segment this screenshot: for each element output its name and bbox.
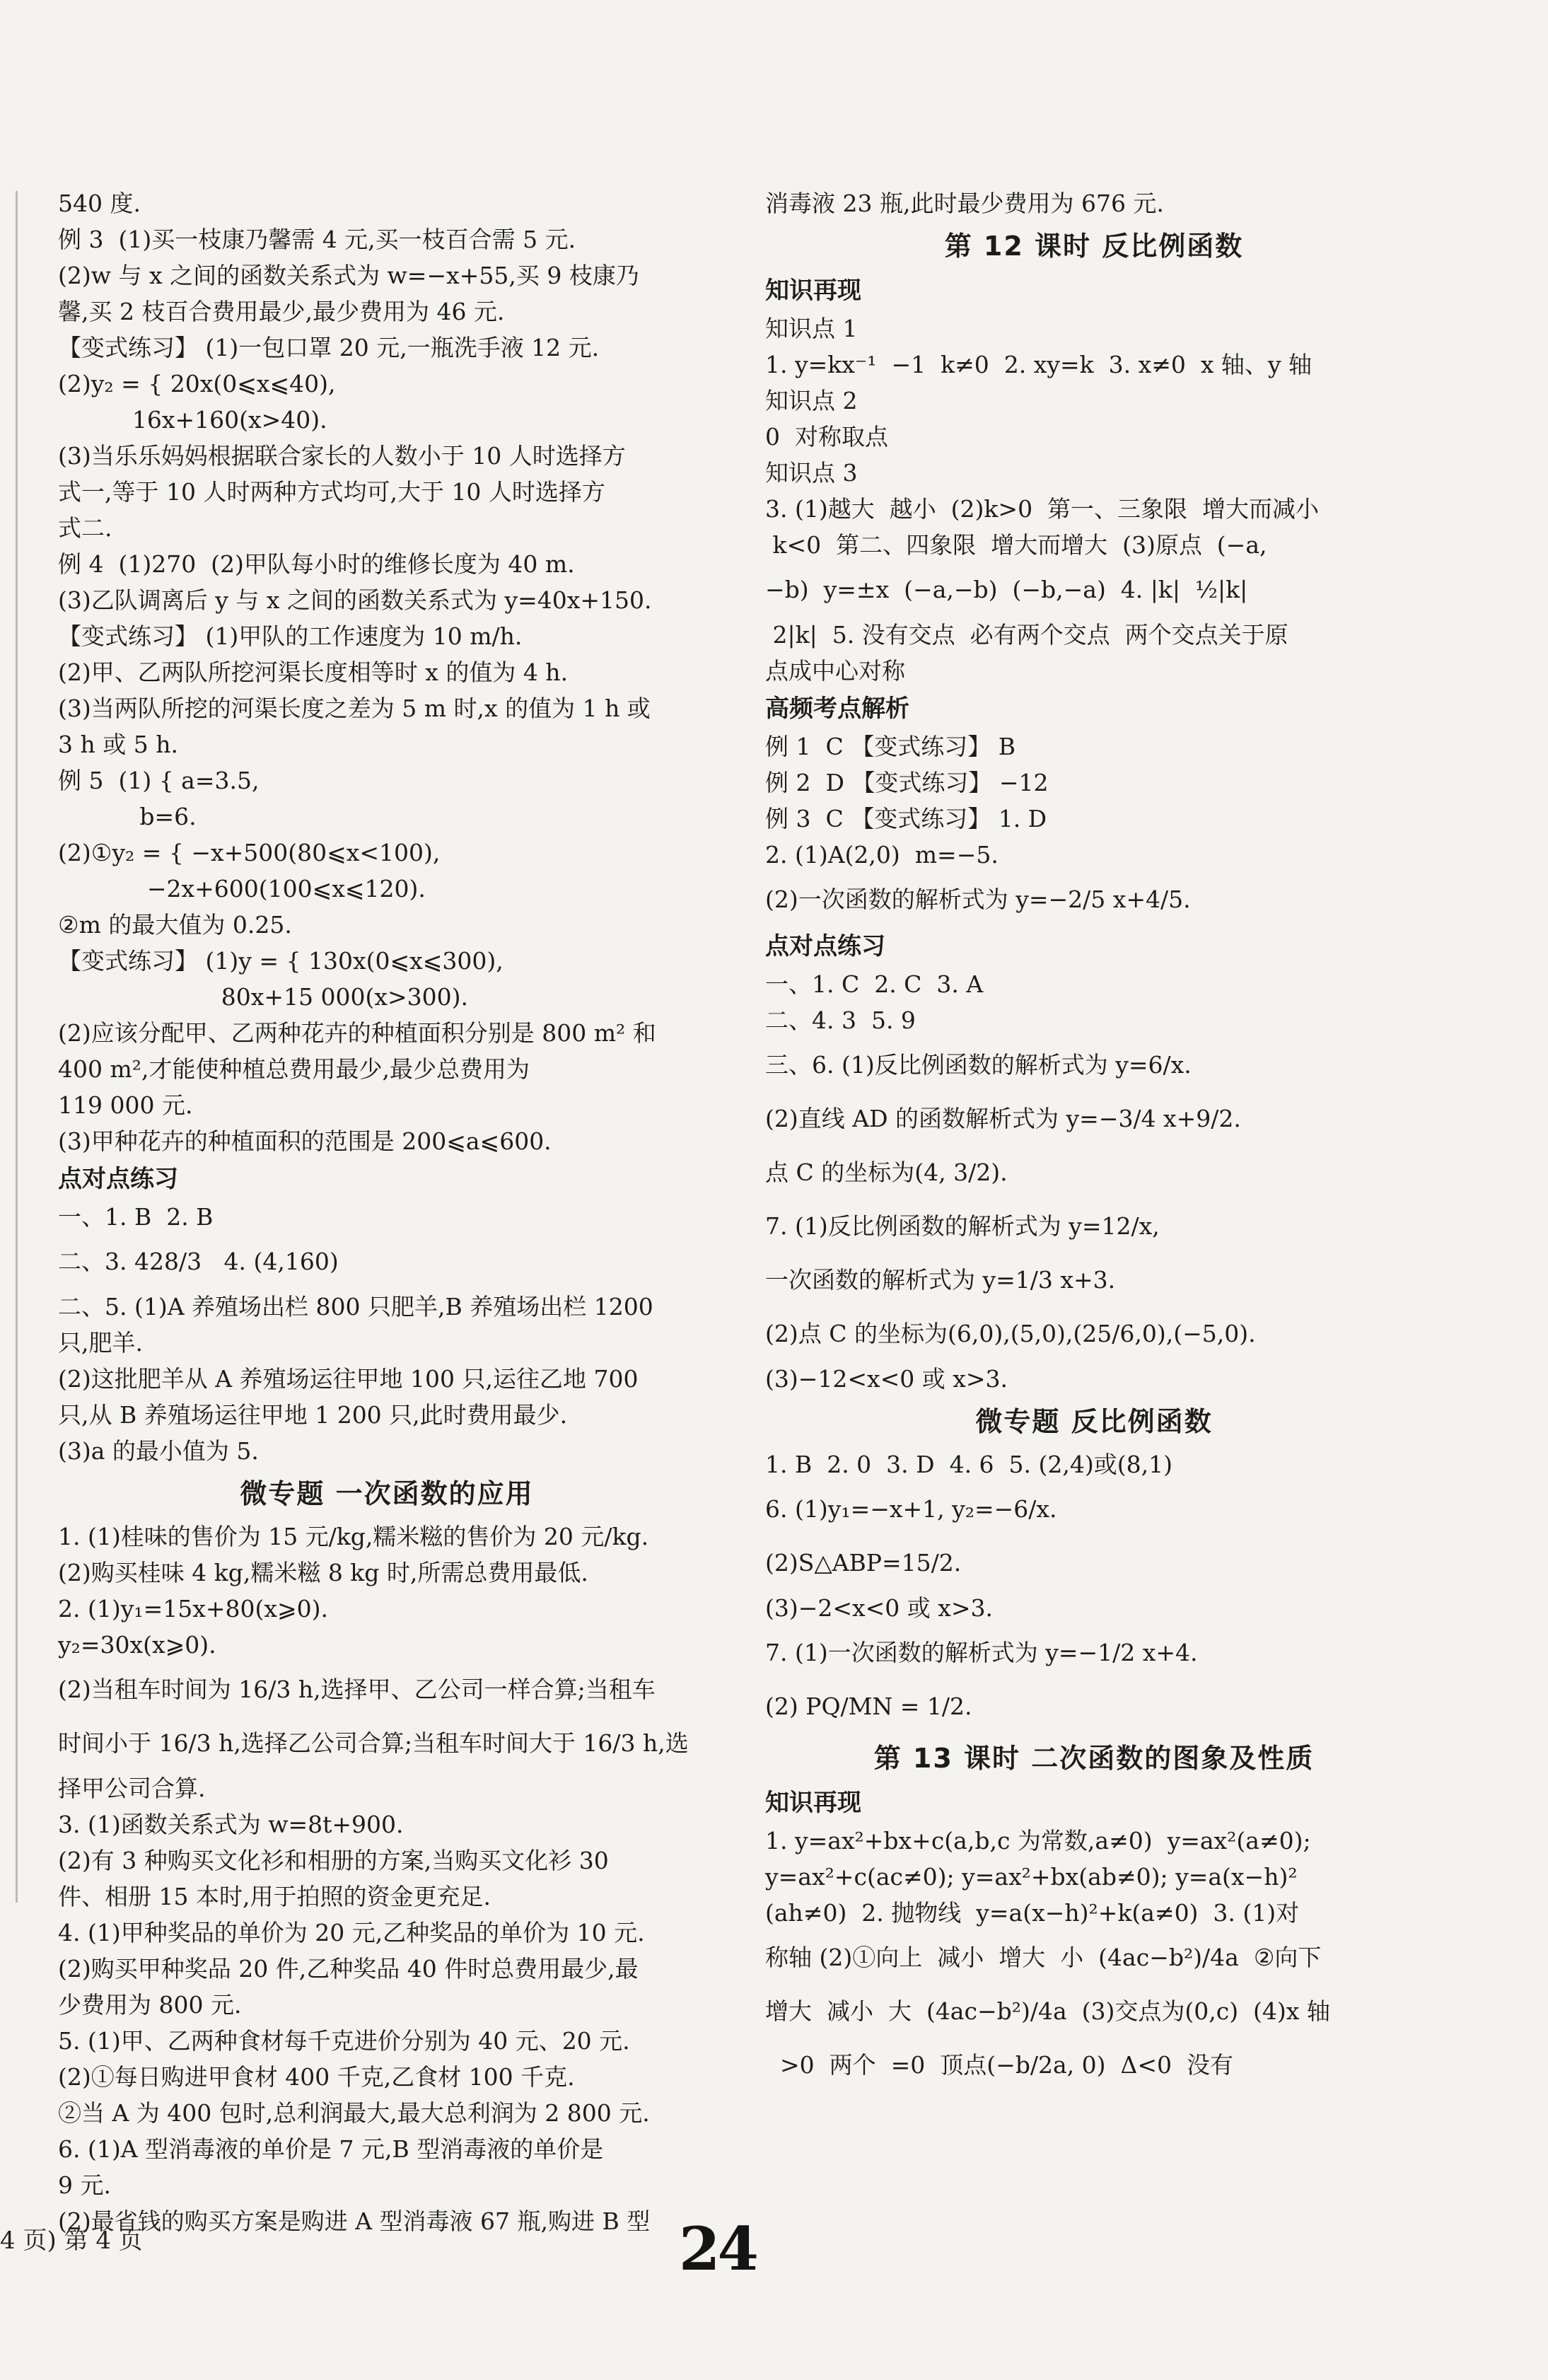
answer-line: ②m 的最大值为 0.25. xyxy=(58,911,292,939)
answer-line: 增大 减小 大 (4ac−b²)/4a (3)交点为(0,c) (4)x 轴 xyxy=(765,1997,1330,2025)
answer-line: 9 元. xyxy=(58,2171,111,2199)
section-heading: 点对点练习 xyxy=(765,932,885,960)
answer-line: 16x+160(x>40). xyxy=(58,406,327,434)
answer-line: y=ax²+c(ac≠0); y=ax²+bx(ab≠0); y=a(x−h)² xyxy=(765,1863,1298,1891)
answer-line: 知识点 2 xyxy=(765,387,858,414)
answer-line: 二、5. (1)A 养殖场出栏 800 只肥羊,B 养殖场出栏 1200 xyxy=(58,1293,653,1320)
answer-line: 知识点 3 xyxy=(765,459,858,487)
answer-line: 馨,买 2 枝百合费用最少,最少费用为 46 元. xyxy=(58,298,505,325)
answer-line: 【变式练习】 (1)一包口罩 20 元,一瓶洗手液 12 元. xyxy=(58,334,600,361)
answer-line: (3)a 的最小值为 5. xyxy=(58,1437,259,1465)
section-title: 微专题 一次函数的应用 xyxy=(240,1478,534,1509)
answer-line: (ah≠0) 2. 抛物线 y=a(x−h)²+k(a≠0) 3. (1)对 xyxy=(765,1899,1300,1927)
answer-line: −b) y=±x (−a,−b) (−b,−a) 4. |k| ½|k| xyxy=(765,576,1248,603)
answer-line: 三、6. (1)反比例函数的解析式为 y=6/x. xyxy=(765,1051,1192,1079)
answer-line: (2)w 与 x 之间的函数关系式为 w=−x+55,买 9 枝康乃 xyxy=(58,262,639,289)
answer-line: 例 4 (1)270 (2)甲队每小时的维修长度为 40 m. xyxy=(58,550,575,578)
section-heading: 知识再现 xyxy=(765,1789,861,1817)
answer-line: (3)−12<x<0 或 x>3. xyxy=(765,1365,1008,1393)
answer-line: 400 m²,才能使种植总费用最少,最少总费用为 xyxy=(58,1055,530,1083)
answer-line: (2)①每日购进甲食材 400 千克,乙食材 100 千克. xyxy=(58,2063,575,2091)
left-column xyxy=(58,185,716,2239)
answer-line: 知识点 1 xyxy=(765,315,858,342)
answer-line: 式一,等于 10 人时两种方式均可,大于 10 人时选择方 xyxy=(58,478,605,506)
answer-line: (2)S△ABP=15/2. xyxy=(765,1549,962,1577)
answer-line: 2|k| 5. 没有交点 必有两个交点 两个交点关于原 xyxy=(765,621,1288,649)
answer-line: (2)有 3 种购买文化衫和相册的方案,当购买文化衫 30 xyxy=(58,1847,609,1874)
answer-line: 1. (1)桂味的售价为 15 元/kg,糯米糍的售价为 20 元/kg. xyxy=(58,1523,649,1550)
answer-line: 一次函数的解析式为 y=1/3 x+3. xyxy=(765,1266,1116,1294)
answer-line: −2x+600(100⩽x⩽120). xyxy=(58,875,426,902)
answer-line: 80x+15 000(x>300). xyxy=(58,983,468,1011)
answer-line: 式二. xyxy=(58,514,112,542)
answer-line: 消毒液 23 瓶,此时最少费用为 676 元. xyxy=(765,190,1164,217)
answer-line: 0 对称取点 xyxy=(765,423,888,451)
answer-line: (2)点 C 的坐标为(6,0),(5,0),(25/6,0),(−5,0). xyxy=(765,1320,1256,1347)
answer-line: 例 5 (1) { a=3.5, xyxy=(58,767,260,794)
answer-line: ②当 A 为 400 包时,总利润最大,最大总利润为 2 800 元. xyxy=(58,2099,650,2127)
section-heading: 知识再现 xyxy=(765,277,861,305)
answer-line: 5. (1)甲、乙两种食材每千克进价分别为 40 元、20 元. xyxy=(58,2027,630,2055)
answer-line: (3)乙队调离后 y 与 x 之间的函数关系式为 y=40x+150. xyxy=(58,586,652,614)
answer-line: (2) PQ/MN = 1/2. xyxy=(765,1693,972,1720)
answer-line: (3)甲种花卉的种植面积的范围是 200⩽a⩽600. xyxy=(58,1127,552,1155)
answer-line: 件、相册 15 本时,用于拍照的资金更充足. xyxy=(58,1883,491,1910)
answer-line: (2)最省钱的购买方案是购进 A 型消毒液 67 瓶,购进 B 型 xyxy=(58,2207,651,2235)
answer-line: 3 h 或 5 h. xyxy=(58,731,178,758)
answer-line: 1. B 2. 0 3. D 4. 6 5. (2,4)或(8,1) xyxy=(765,1451,1172,1478)
answer-line: (2)应该分配甲、乙两种花卉的种植面积分别是 800 m² 和 xyxy=(58,1019,656,1047)
answer-line: 择甲公司合算. xyxy=(58,1775,206,1802)
section-heading: 点对点练习 xyxy=(58,1165,178,1193)
answer-line: 6. (1)y₁=−x+1, y₂=−6/x. xyxy=(765,1495,1057,1523)
section-heading: 高频考点解析 xyxy=(765,695,909,723)
answer-line: (2)当租车时间为 16/3 h,选择甲、乙公司一样合算;当租车 xyxy=(58,1676,656,1703)
answer-line: (3)当两队所挖的河渠长度之差为 5 m 时,x 的值为 1 h 或 xyxy=(58,695,651,722)
answer-line: 一、1. C 2. C 3. A xyxy=(765,970,984,998)
answer-line: 二、3. 428/3 4. (4,160) xyxy=(58,1248,339,1275)
answer-line: (2)①y₂ = { −x+500(80⩽x<100), xyxy=(58,839,441,866)
answer-line: 7. (1)一次函数的解析式为 y=−1/2 x+4. xyxy=(765,1639,1198,1666)
answer-line: 3. (1)函数关系式为 w=8t+900. xyxy=(58,1811,404,1838)
answer-line: 例 2 D 【变式练习】 −12 xyxy=(765,769,1049,796)
answer-line: 4. (1)甲种奖品的单价为 20 元,乙种奖品的单价为 10 元. xyxy=(58,1919,645,1946)
answer-line: 只,从 B 养殖场运往甲地 1 200 只,此时费用最少. xyxy=(58,1401,568,1429)
page-footer: 4 页) 第 4 页 xyxy=(0,2227,143,2255)
answer-line: 6. (1)A 型消毒液的单价是 7 元,B 型消毒液的单价是 xyxy=(58,2135,604,2163)
answer-line: 2. (1)y₁=15x+80(x⩾0). xyxy=(58,1595,328,1623)
right-column xyxy=(765,185,1423,2092)
answer-line: 只,肥羊. xyxy=(58,1329,143,1357)
answer-line: (2)购买桂味 4 kg,糯米糍 8 kg 时,所需总费用最低. xyxy=(58,1559,588,1586)
answer-line: 119 000 元. xyxy=(58,1091,193,1119)
answer-line: k<0 第二、四象限 增大而增大 (3)原点 (−a, xyxy=(765,531,1267,559)
section-title: 微专题 反比例函数 xyxy=(975,1406,1213,1437)
answer-line: y₂=30x(x⩾0). xyxy=(58,1631,216,1659)
answer-line: 1. y=ax²+bx+c(a,b,c 为常数,a≠0) y=ax²(a≠0); xyxy=(765,1827,1311,1854)
section-title: 第 13 课时 二次函数的图象及性质 xyxy=(873,1743,1315,1774)
answer-line: (2)y₂ = { 20x(0⩽x⩽40), xyxy=(58,370,336,397)
answer-line: b=6. xyxy=(58,803,197,830)
answer-line: 点 C 的坐标为(4, 3/2). xyxy=(765,1159,1008,1186)
answer-line: 7. (1)反比例函数的解析式为 y=12/x, xyxy=(765,1212,1160,1240)
page-number: 24 xyxy=(679,2214,756,2284)
answer-line: 例 3 (1)买一枝康乃馨需 4 元,买一枝百合需 5 元. xyxy=(58,226,576,253)
answer-line: (2)这批肥羊从 A 养殖场运往甲地 100 只,运往乙地 700 xyxy=(58,1365,639,1393)
answer-line: 时间小于 16/3 h,选择乙公司合算;当租车时间大于 16/3 h,选 xyxy=(58,1729,689,1757)
answer-line: (2)购买甲种奖品 20 件,乙种奖品 40 件时总费用最少,最 xyxy=(58,1955,639,1983)
answer-line: (2)甲、乙两队所挖河渠长度相等时 x 的值为 4 h. xyxy=(58,658,569,686)
answer-line: 例 1 C 【变式练习】 B xyxy=(765,733,1015,760)
answer-line: 2. (1)A(2,0) m=−5. xyxy=(765,841,999,869)
section-title: 第 12 课时 反比例函数 xyxy=(944,231,1244,262)
answer-line: 例 3 C 【变式练习】 1. D xyxy=(765,805,1047,832)
answer-line: (2)一次函数的解析式为 y=−2/5 x+4/5. xyxy=(765,886,1191,913)
answer-line: 540 度. xyxy=(58,190,141,217)
answer-line: 一、1. B 2. B xyxy=(58,1203,214,1231)
answer-line: 称轴 (2)①向上 减小 增大 小 (4ac−b²)/4a ②向下 xyxy=(765,1944,1322,1971)
answer-line: 1. y=kx⁻¹ −1 k≠0 2. xy=k 3. x≠0 x 轴、y 轴 xyxy=(765,351,1313,378)
answer-line: 少费用为 800 元. xyxy=(58,1991,242,2019)
answer-line: 二、4. 3 5. 9 xyxy=(765,1006,916,1034)
answer-line: (3)−2<x<0 或 x>3. xyxy=(765,1594,994,1622)
answer-line: (3)当乐乐妈妈根据联合家长的人数小于 10 人时选择方 xyxy=(58,442,626,470)
answer-line: 点成中心对称 xyxy=(765,657,905,685)
answer-line: 【变式练习】 (1)甲队的工作速度为 10 m/h. xyxy=(58,622,523,650)
answer-line: >0 两个 =0 顶点(−b/2a, 0) Δ<0 没有 xyxy=(765,2051,1233,2079)
answer-line: 3. (1)越大 越小 (2)k>0 第一、三象限 增大而减小 xyxy=(765,495,1320,523)
answer-line: (2)直线 AD 的函数解析式为 y=−3/4 x+9/2. xyxy=(765,1105,1241,1132)
page-spine-line xyxy=(16,191,18,1903)
answer-line: 【变式练习】 (1)y = { 130x(0⩽x⩽300), xyxy=(58,947,504,975)
